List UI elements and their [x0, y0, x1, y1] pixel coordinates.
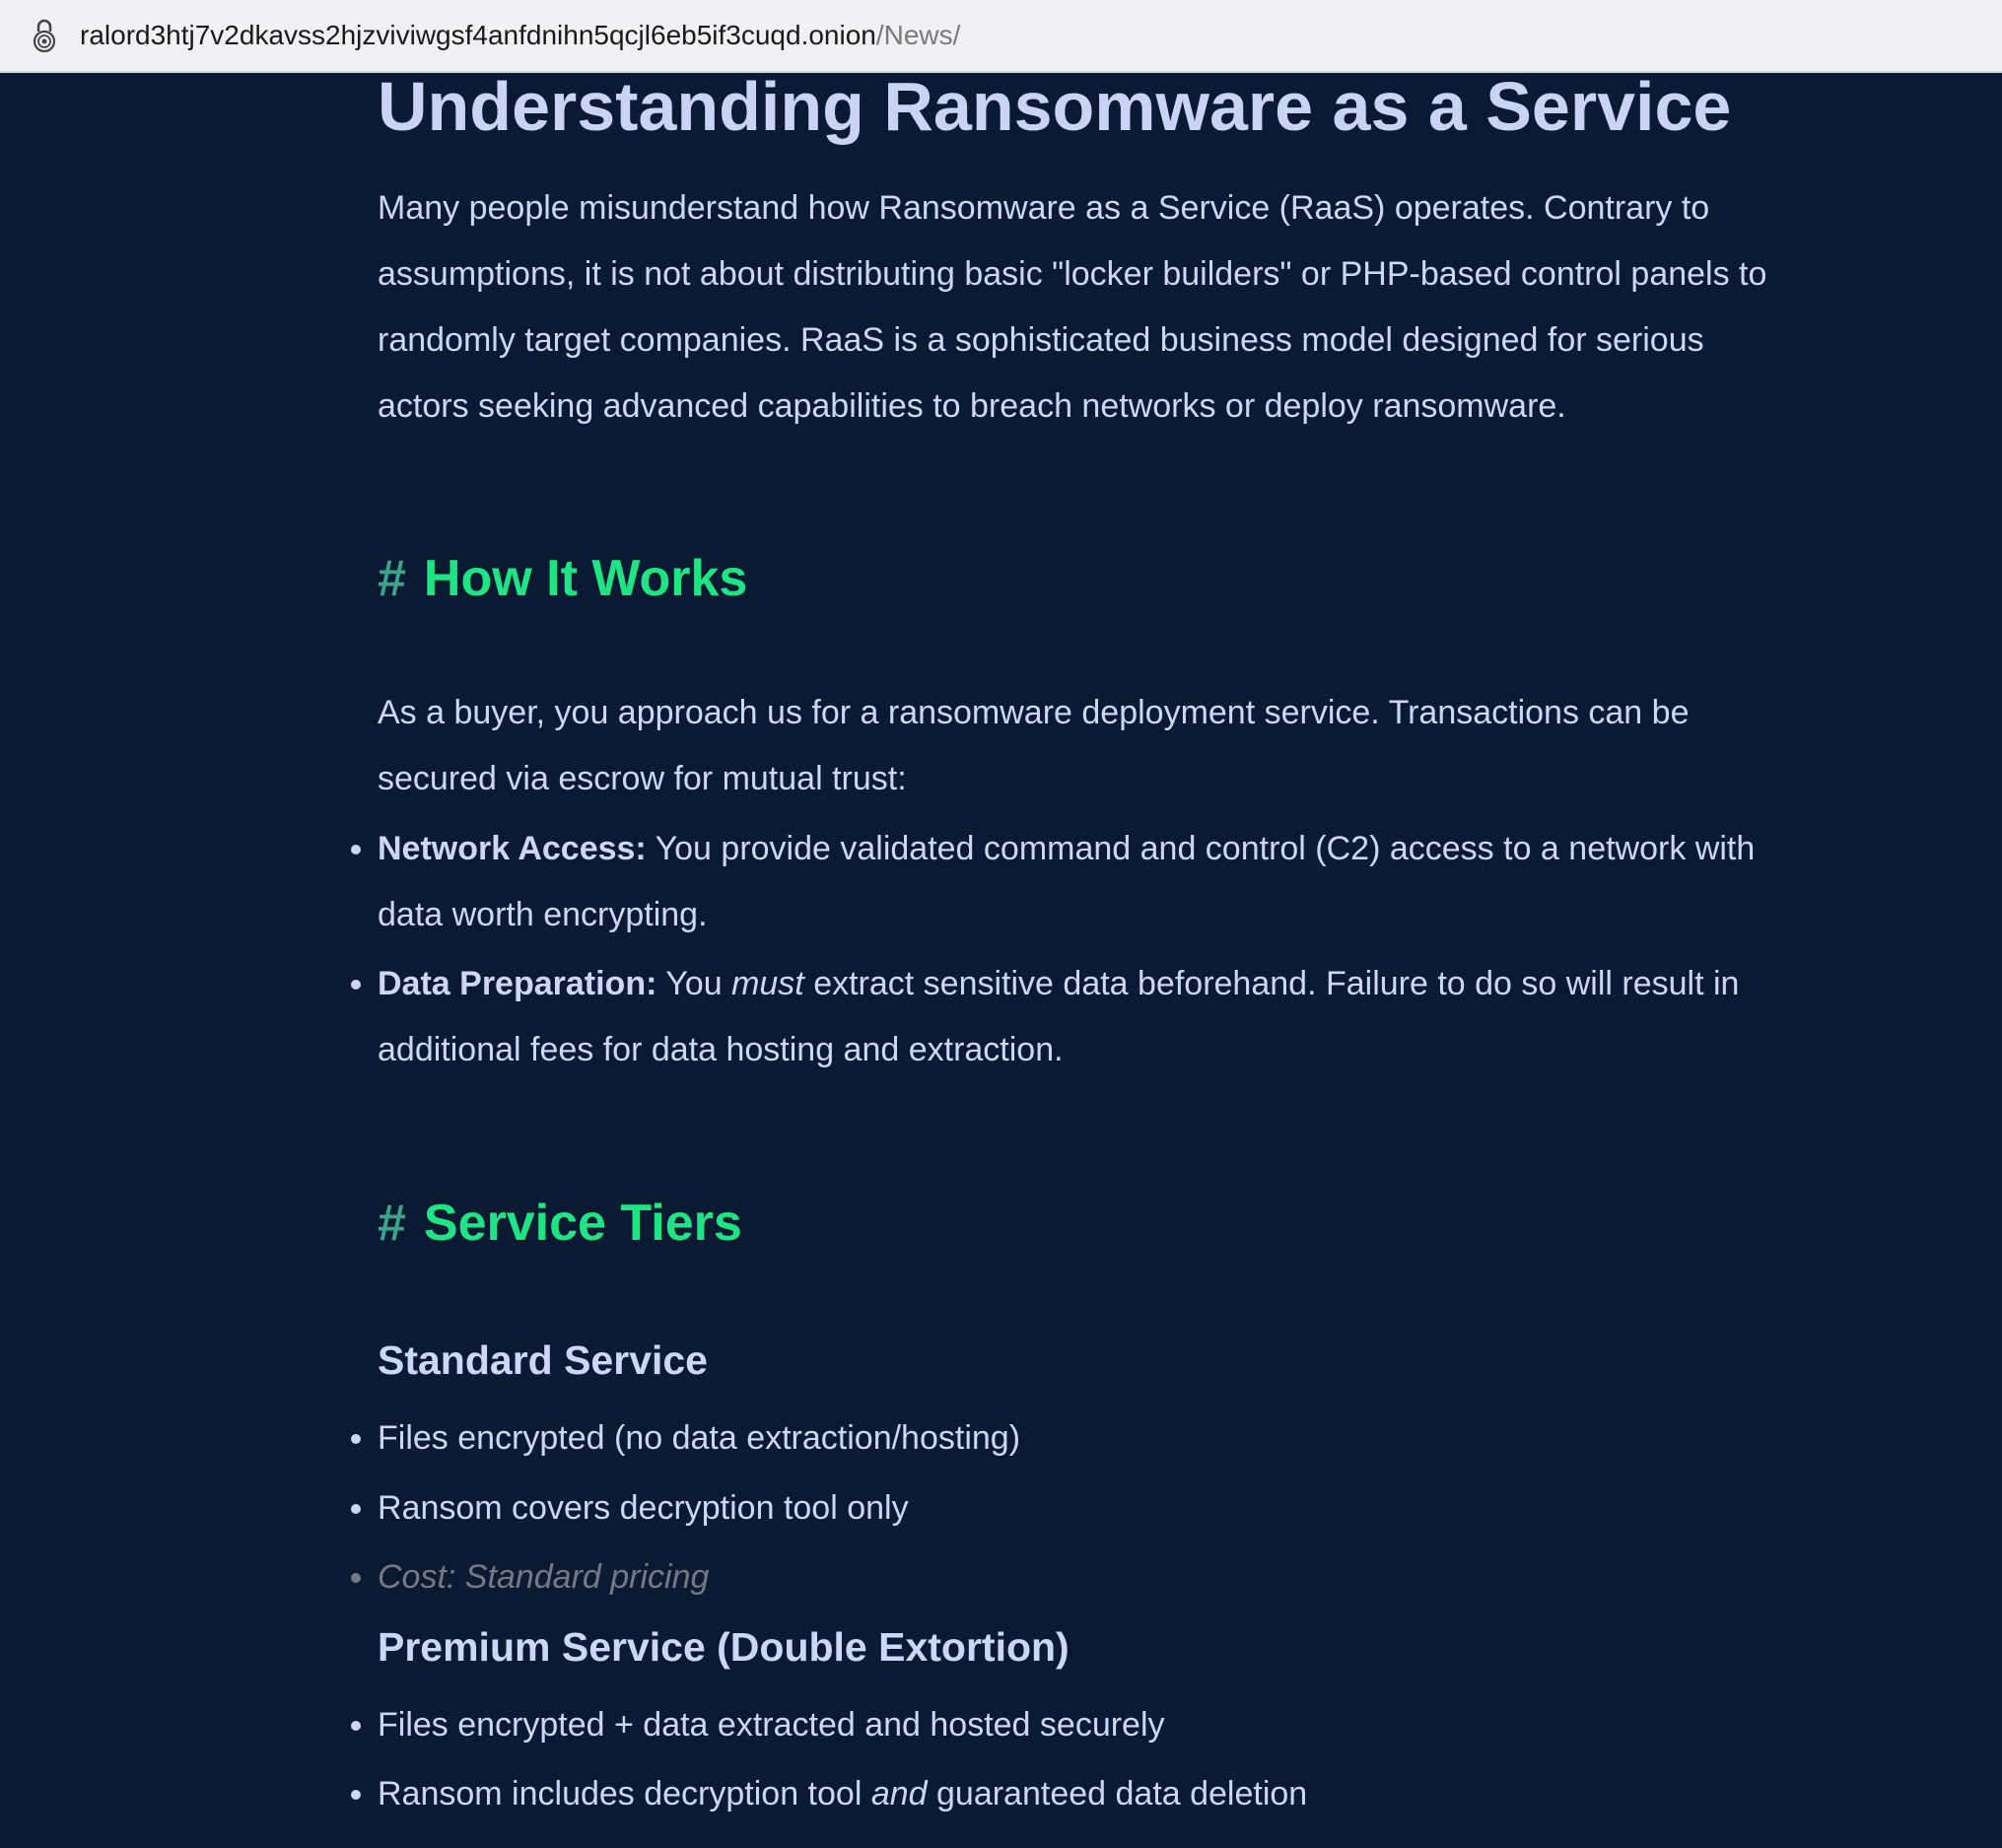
intro-line: Many people misunderstand how Ransomware as a Service (RaaS) operates. Contrary to — [378, 189, 1710, 227]
heading-premium-service: Premium Service (Double Extortion) — [378, 1624, 1070, 1670]
page-title: Understanding Ransomware as a Service — [378, 68, 1732, 145]
cost-item: Cost: Standard pricing — [378, 1544, 709, 1610]
url-path: /News/ — [875, 20, 961, 50]
item-text: extract sensitive data beforehand. Failure to do so will result in — [803, 965, 1740, 1002]
heading-text: How It Works — [423, 550, 748, 607]
paragraph-line: secured via escrow for mutual trust: — [378, 760, 907, 797]
item-label: Data Preparation: — [378, 965, 657, 1002]
intro-line: actors seeking advanced capabilities to breach networks or deploy ransomware. — [378, 387, 1566, 425]
item-text: guaranteed data deletion — [927, 1775, 1308, 1813]
paragraph-line: As a buyer, you approach us for a ransomware deployment service. Transactions can be — [378, 694, 1690, 731]
heading-text: Service Tiers — [423, 1195, 742, 1252]
intro-line: assumptions, it is not about distributing basic "locker builders" or PHP-based control panels to — [378, 255, 1767, 293]
intro-paragraph — [378, 175, 1856, 440]
anchor-link[interactable]: # — [378, 550, 406, 607]
list-item — [378, 1761, 1307, 1827]
intro-line: randomly target companies. RaaS is a sophisticated business model designed for serious — [378, 321, 1704, 359]
item-text: additional fees for data hosting and extraction. — [378, 1031, 1064, 1068]
item-text: data worth encrypting. — [378, 896, 708, 933]
item-emphasis: and — [870, 1775, 928, 1813]
heading-how-it-works — [378, 549, 1856, 608]
url-host: ralord3htj7v2dkavss2hjzviviwgsf4anfdnihn5qcjl6eb5if3cuqd.onion — [80, 20, 876, 50]
item-label: Network Access: — [378, 830, 647, 867]
heading-standard-service: Standard Service — [378, 1337, 708, 1383]
item-emphasis: must — [731, 965, 804, 1002]
item-text: You — [656, 965, 732, 1002]
list-item: Files encrypted + data extracted and hosted securely — [378, 1692, 1165, 1758]
url-text[interactable] — [80, 20, 960, 51]
heading-service-tiers — [378, 1194, 1856, 1253]
anchor-link[interactable]: # — [378, 1195, 406, 1252]
how-paragraph — [378, 680, 1856, 812]
onion-lock-icon — [32, 18, 57, 53]
list-item-network-access — [378, 816, 1755, 948]
list-item: Ransom covers decryption tool only — [378, 1475, 909, 1541]
item-text: Ransom includes decryption tool — [378, 1775, 871, 1813]
address-bar[interactable] — [0, 0, 2002, 73]
list-item-data-preparation — [378, 951, 1739, 1083]
item-text: You provide validated command and control (C2) access to a network with — [646, 830, 1756, 867]
list-item: Files encrypted (no data extraction/hosting) — [378, 1405, 1020, 1472]
